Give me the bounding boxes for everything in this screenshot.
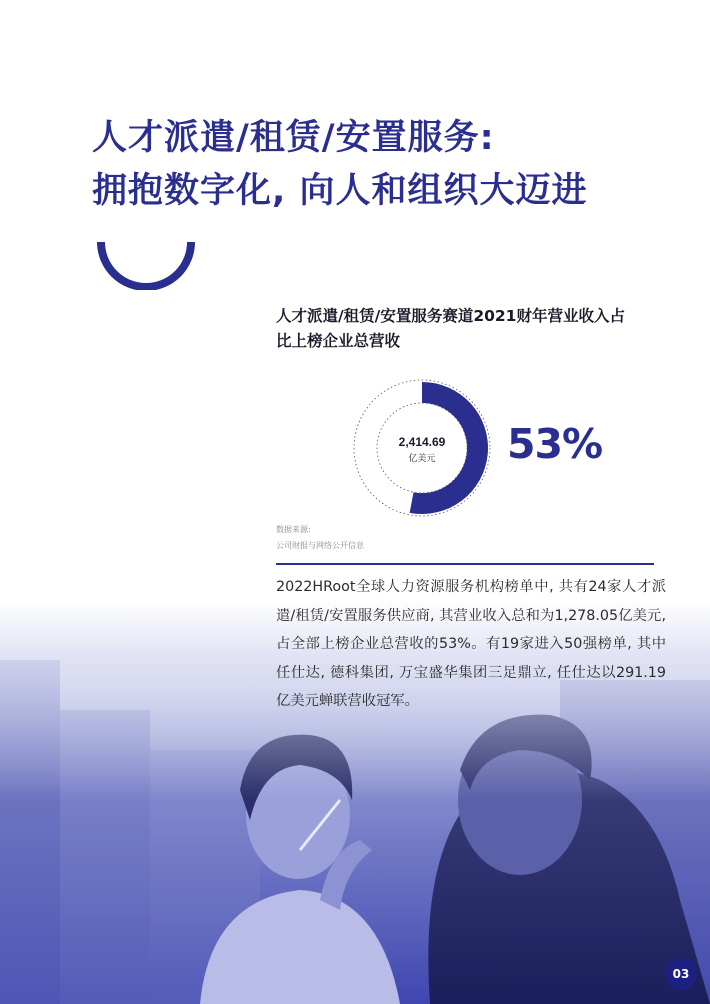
donut-center-unit: 亿美元 [408,454,436,464]
data-source [276,522,364,554]
title-line-1: 人才派遣/租赁/安置服务: [92,118,495,158]
donut-chart [352,378,492,518]
title-line-2: 拥抱数字化, 向人和组织大迈进 [92,171,588,211]
divider [276,563,654,565]
source-line-1: 数据来源: [276,525,311,534]
decorative-arc-icon [96,240,196,290]
page-number-badge: 03 [665,958,697,990]
source-line-2: 公司财报与网络公开信息 [276,541,364,550]
percent-label: 53% [507,420,603,468]
page-title [92,112,672,218]
chart-title-line-2: 比上榜企业总营收 [276,332,401,350]
chart-title-line-1: 人才派遣/租赁/安置服务赛道2021财年营业收入占 [276,307,625,325]
chart-title [276,304,646,354]
donut-center-value: 2,414.69 [398,435,446,449]
body-paragraph: 2022HRoot全球人力资源服务机构榜单中, 共有24家人才派遣/租赁/安置服务供应商, 其营业收入总和为1,278.05亿美元, 占全部上榜企业总营收的53%。有19家进入50强榜单, 其中任仕达, 德科集团, 万宝盛华集团三足鼎立, 任仕达以291.19亿美元蝉联营收冠军。 [276,579,666,709]
